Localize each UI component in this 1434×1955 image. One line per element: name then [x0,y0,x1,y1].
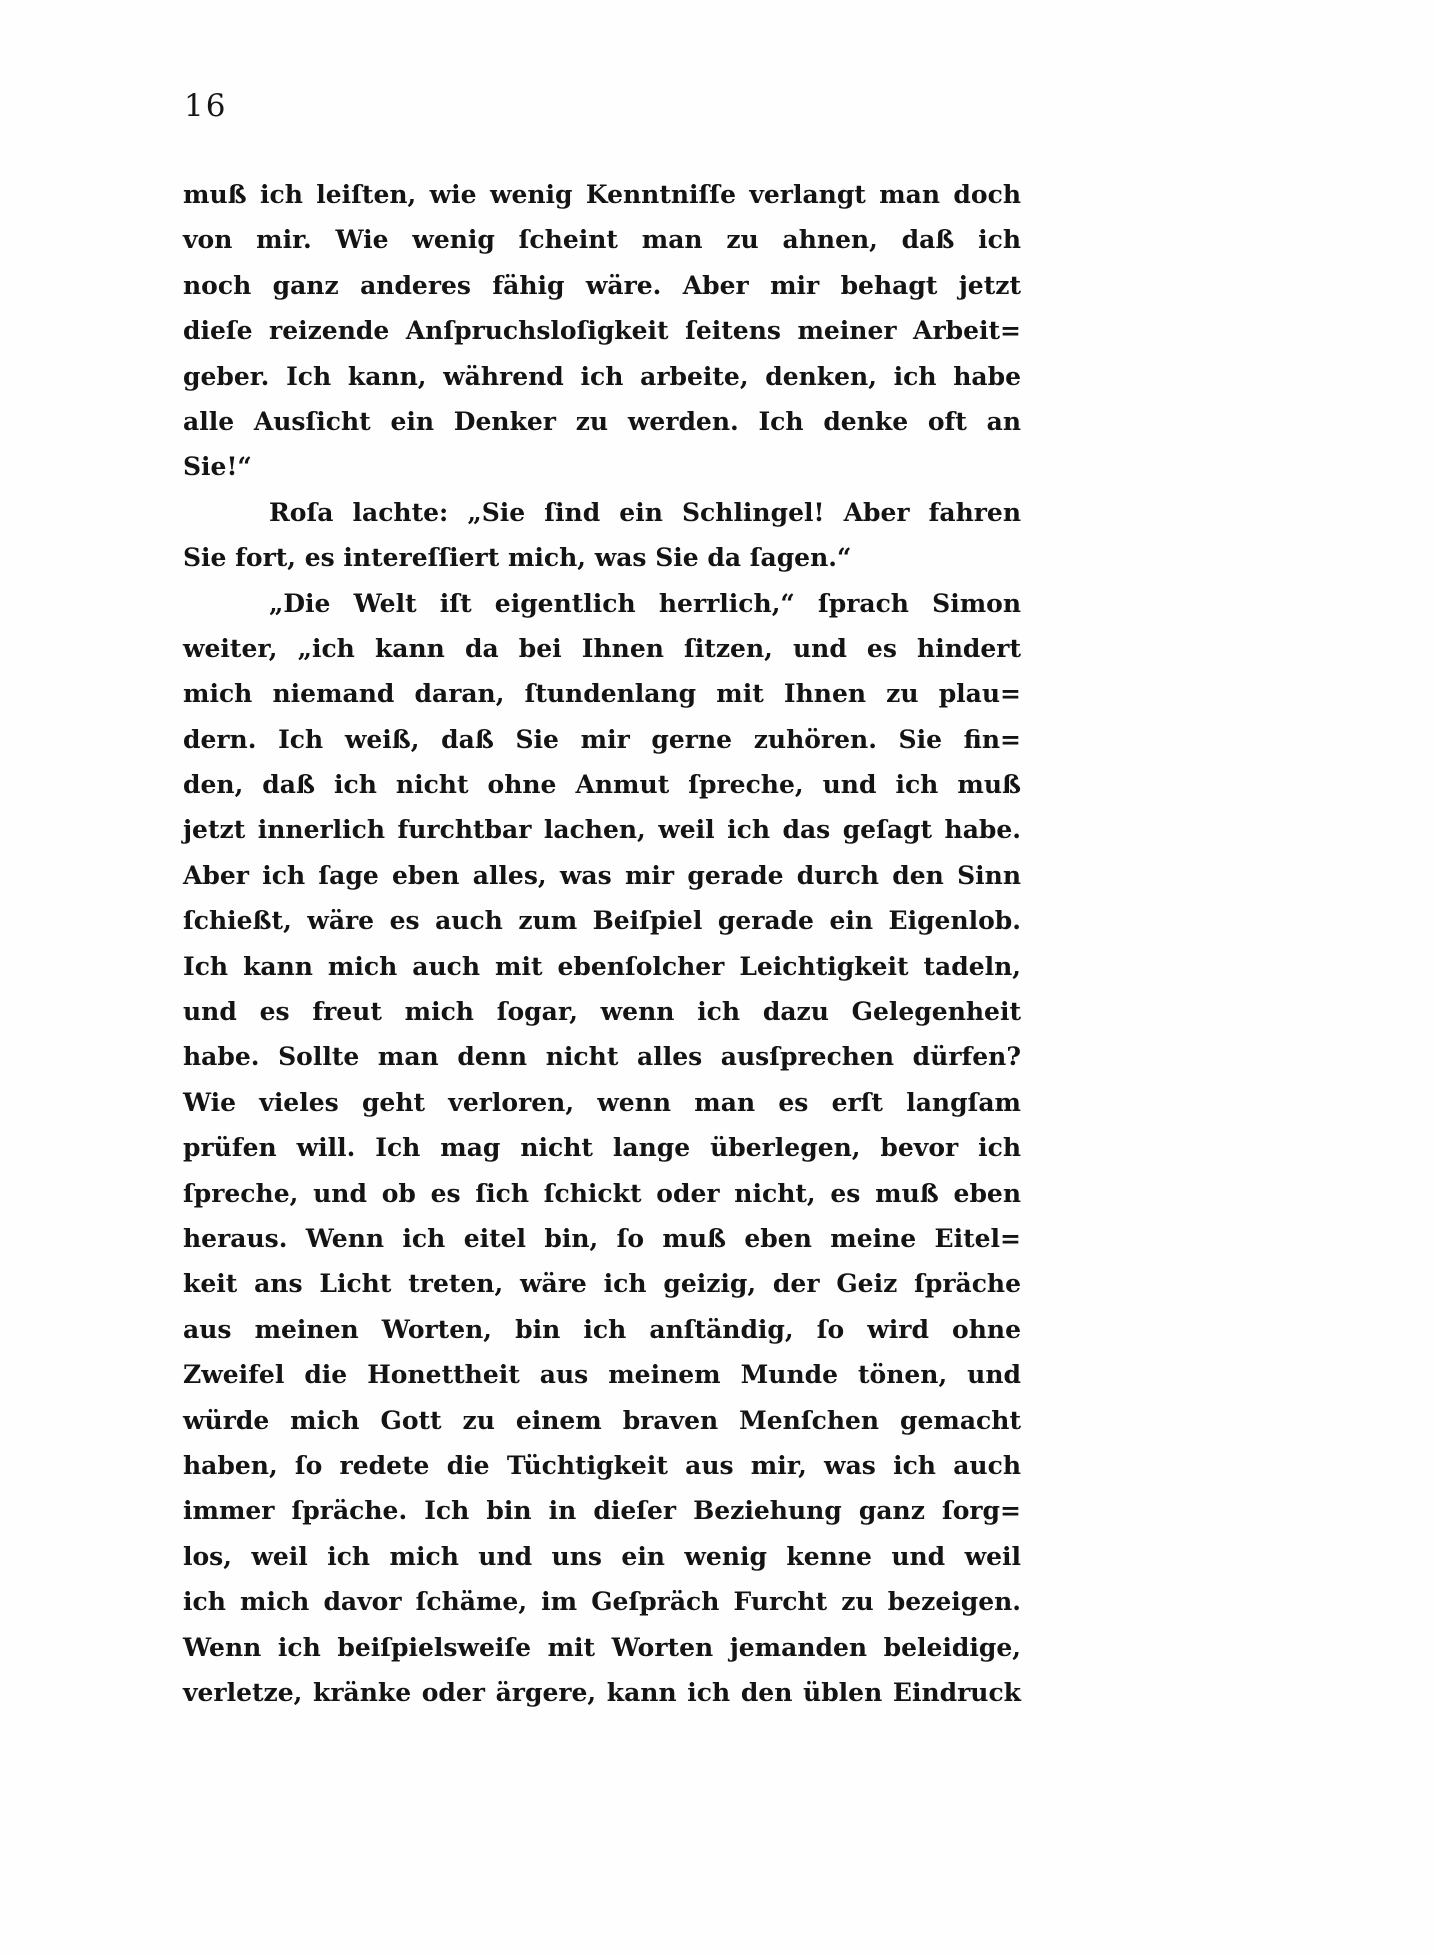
text-line: habe. Sollte man denn nicht alles ausſprechen dürfen? [183,1042,1021,1072]
text-line: dieſe reizende Anſpruchsloſigkeit ſeitens meiner Arbeit= [183,316,1021,346]
text-line: geber. Ich kann, während ich arbeite, denken, ich habe [183,361,1021,391]
text-line: verletze, kränke oder ärgere, kann ich den üblen Eindruck [183,1677,1021,1707]
text-line: Aber ich ſage eben alles, was mir gerade durch den Sinn [183,860,1021,890]
text-line: Sie fort, es intereſſiert mich, was Sie da ſagen.“ [183,543,852,573]
text-line: aus meinen Worten, bin ich anſtändig, ſo wird ohne [183,1314,1021,1344]
text-line: prüfen will. Ich mag nicht lange überlegen, bevor ich [183,1133,1021,1163]
text-line: Zweifel die Honettheit aus meinem Munde tönen, und [183,1360,1021,1390]
text-line: Sie!“ [183,452,252,482]
text-line: keit ans Licht treten, wäre ich geizig, der Geiz ſpräche [183,1269,1021,1299]
text-line: mich niemand daran, ſtundenlang mit Ihnen zu plau= [183,679,1021,709]
text-line: Wenn ich beiſpielsweiſe mit Worten jemanden beleidige, [183,1632,1021,1662]
text-line: „Die Welt iſt eigentlich herrlich,“ ſprach Simon [269,588,1021,618]
text-line: jetzt innerlich furchtbar lachen, weil ich das geſagt habe. [183,815,1021,845]
text-line: weiter, „ich kann da bei Ihnen ſitzen, und es hindert [183,633,1021,663]
text-line: würde mich Gott zu einem braven Menſchen gemacht [183,1405,1021,1435]
text-line: Wie vieles geht verloren, wenn man es erſt langſam [183,1087,1021,1117]
text-line: haben, ſo redete die Tüchtigkeit aus mir, was ich auch [183,1450,1021,1480]
text-line: alle Ausſicht ein Denker zu werden. Ich denke oft an [183,406,1021,436]
text-line: noch ganz anderes fähig wäre. Aber mir behagt jetzt [183,270,1021,300]
text-line: heraus. Wenn ich eitel bin, ſo muß eben meine Eitel= [183,1223,1021,1253]
text-line: los, weil ich mich und uns ein wenig kenne und weil [183,1541,1021,1571]
text-line: und es freut mich ſogar, wenn ich dazu Gelegenheit [183,997,1021,1027]
text-line: muß ich leiſten, wie wenig Kenntniſſe verlangt man doch [183,180,1021,209]
text-line: immer ſpräche. Ich bin in dieſer Beziehung ganz ſorg= [183,1496,1021,1526]
text-column [183,172,1021,1715]
text-line: dern. Ich weiß, daß Sie mir gerne zuhören. Sie fin= [183,724,1021,754]
text-line: ich mich davor ſchäme, im Geſpräch Furcht zu bezeigen. [183,1587,1021,1617]
text-line: ſpreche, und ob es ſich ſchickt oder nicht, es muß eben [183,1178,1021,1208]
text-line: ſchießt, wäre es auch zum Beiſpiel gerade ein Eigenlob. [183,906,1021,936]
text-line: Roſa lachte: „Sie ſind ein Schlingel! Aber fahren [269,497,1021,527]
text-line: Ich kann mich auch mit ebenſolcher Leichtigkeit tadeln, [183,951,1021,981]
page-number: 16 [184,88,228,124]
text-line: den, daß ich nicht ohne Anmut ſpreche, und ich muß [183,770,1021,800]
text-line: von mir. Wie wenig ſcheint man zu ahnen, daß ich [183,225,1021,255]
